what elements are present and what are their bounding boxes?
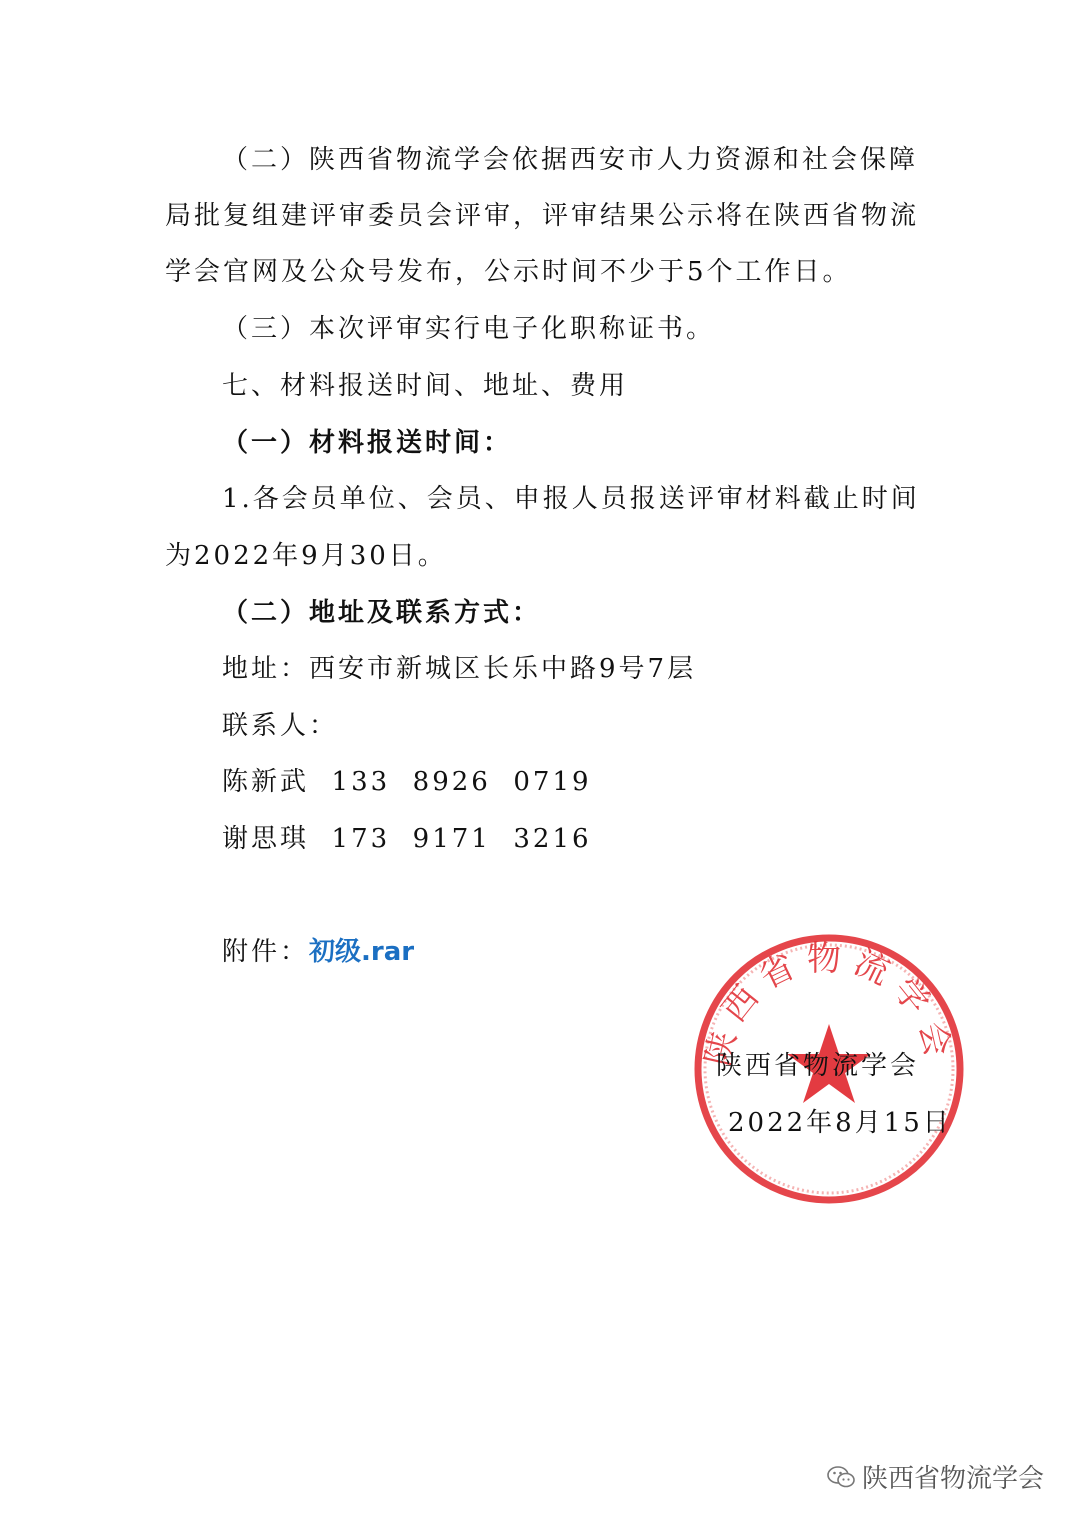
- paragraph-line: 1.各会员单位、会员、申报人员报送评审材料截止时间: [222, 484, 920, 514]
- section-heading: 七、材料报送时间、地址、费用: [222, 371, 629, 401]
- attachment-label: 附件：: [222, 937, 310, 967]
- paragraph-line: 为2022年9月30日。: [165, 541, 447, 571]
- attachment-link[interactable]: 初级.rar: [309, 937, 415, 967]
- contact-label: 联系人：: [222, 711, 339, 741]
- watermark-text: 陕西省物流学会: [861, 1464, 1044, 1494]
- subsection-heading: （二）地址及联系方式：: [222, 598, 542, 628]
- signature-org: 陕西省物流学会: [716, 1051, 920, 1081]
- contact-line: 陈新武 133 8926 0719: [222, 767, 592, 797]
- wechat-icon: [826, 1464, 856, 1490]
- watermark: [826, 1458, 1044, 1495]
- signature-date: 2022年8月15日: [728, 1108, 952, 1138]
- paragraph-line: （三）本次评审实行电子化职称证书。: [222, 314, 716, 344]
- contact-line: 谢思琪 173 9171 3216: [222, 824, 592, 854]
- seal-arc-text: 陕西省物流学会: [698, 938, 960, 1070]
- paragraph-line: 局批复组建评审委员会评审，评审结果公示将在陕西省物流: [165, 201, 920, 231]
- address-line: 地址：西安市新城区长乐中路9号7层: [222, 654, 697, 684]
- paragraph-line: 学会官网及公众号发布，公示时间不少于5个工作日。: [165, 257, 852, 287]
- subsection-heading: （一）材料报送时间：: [222, 428, 513, 458]
- paragraph-line: （二）陕西省物流学会依据西安市人力资源和社会保障: [222, 145, 919, 175]
